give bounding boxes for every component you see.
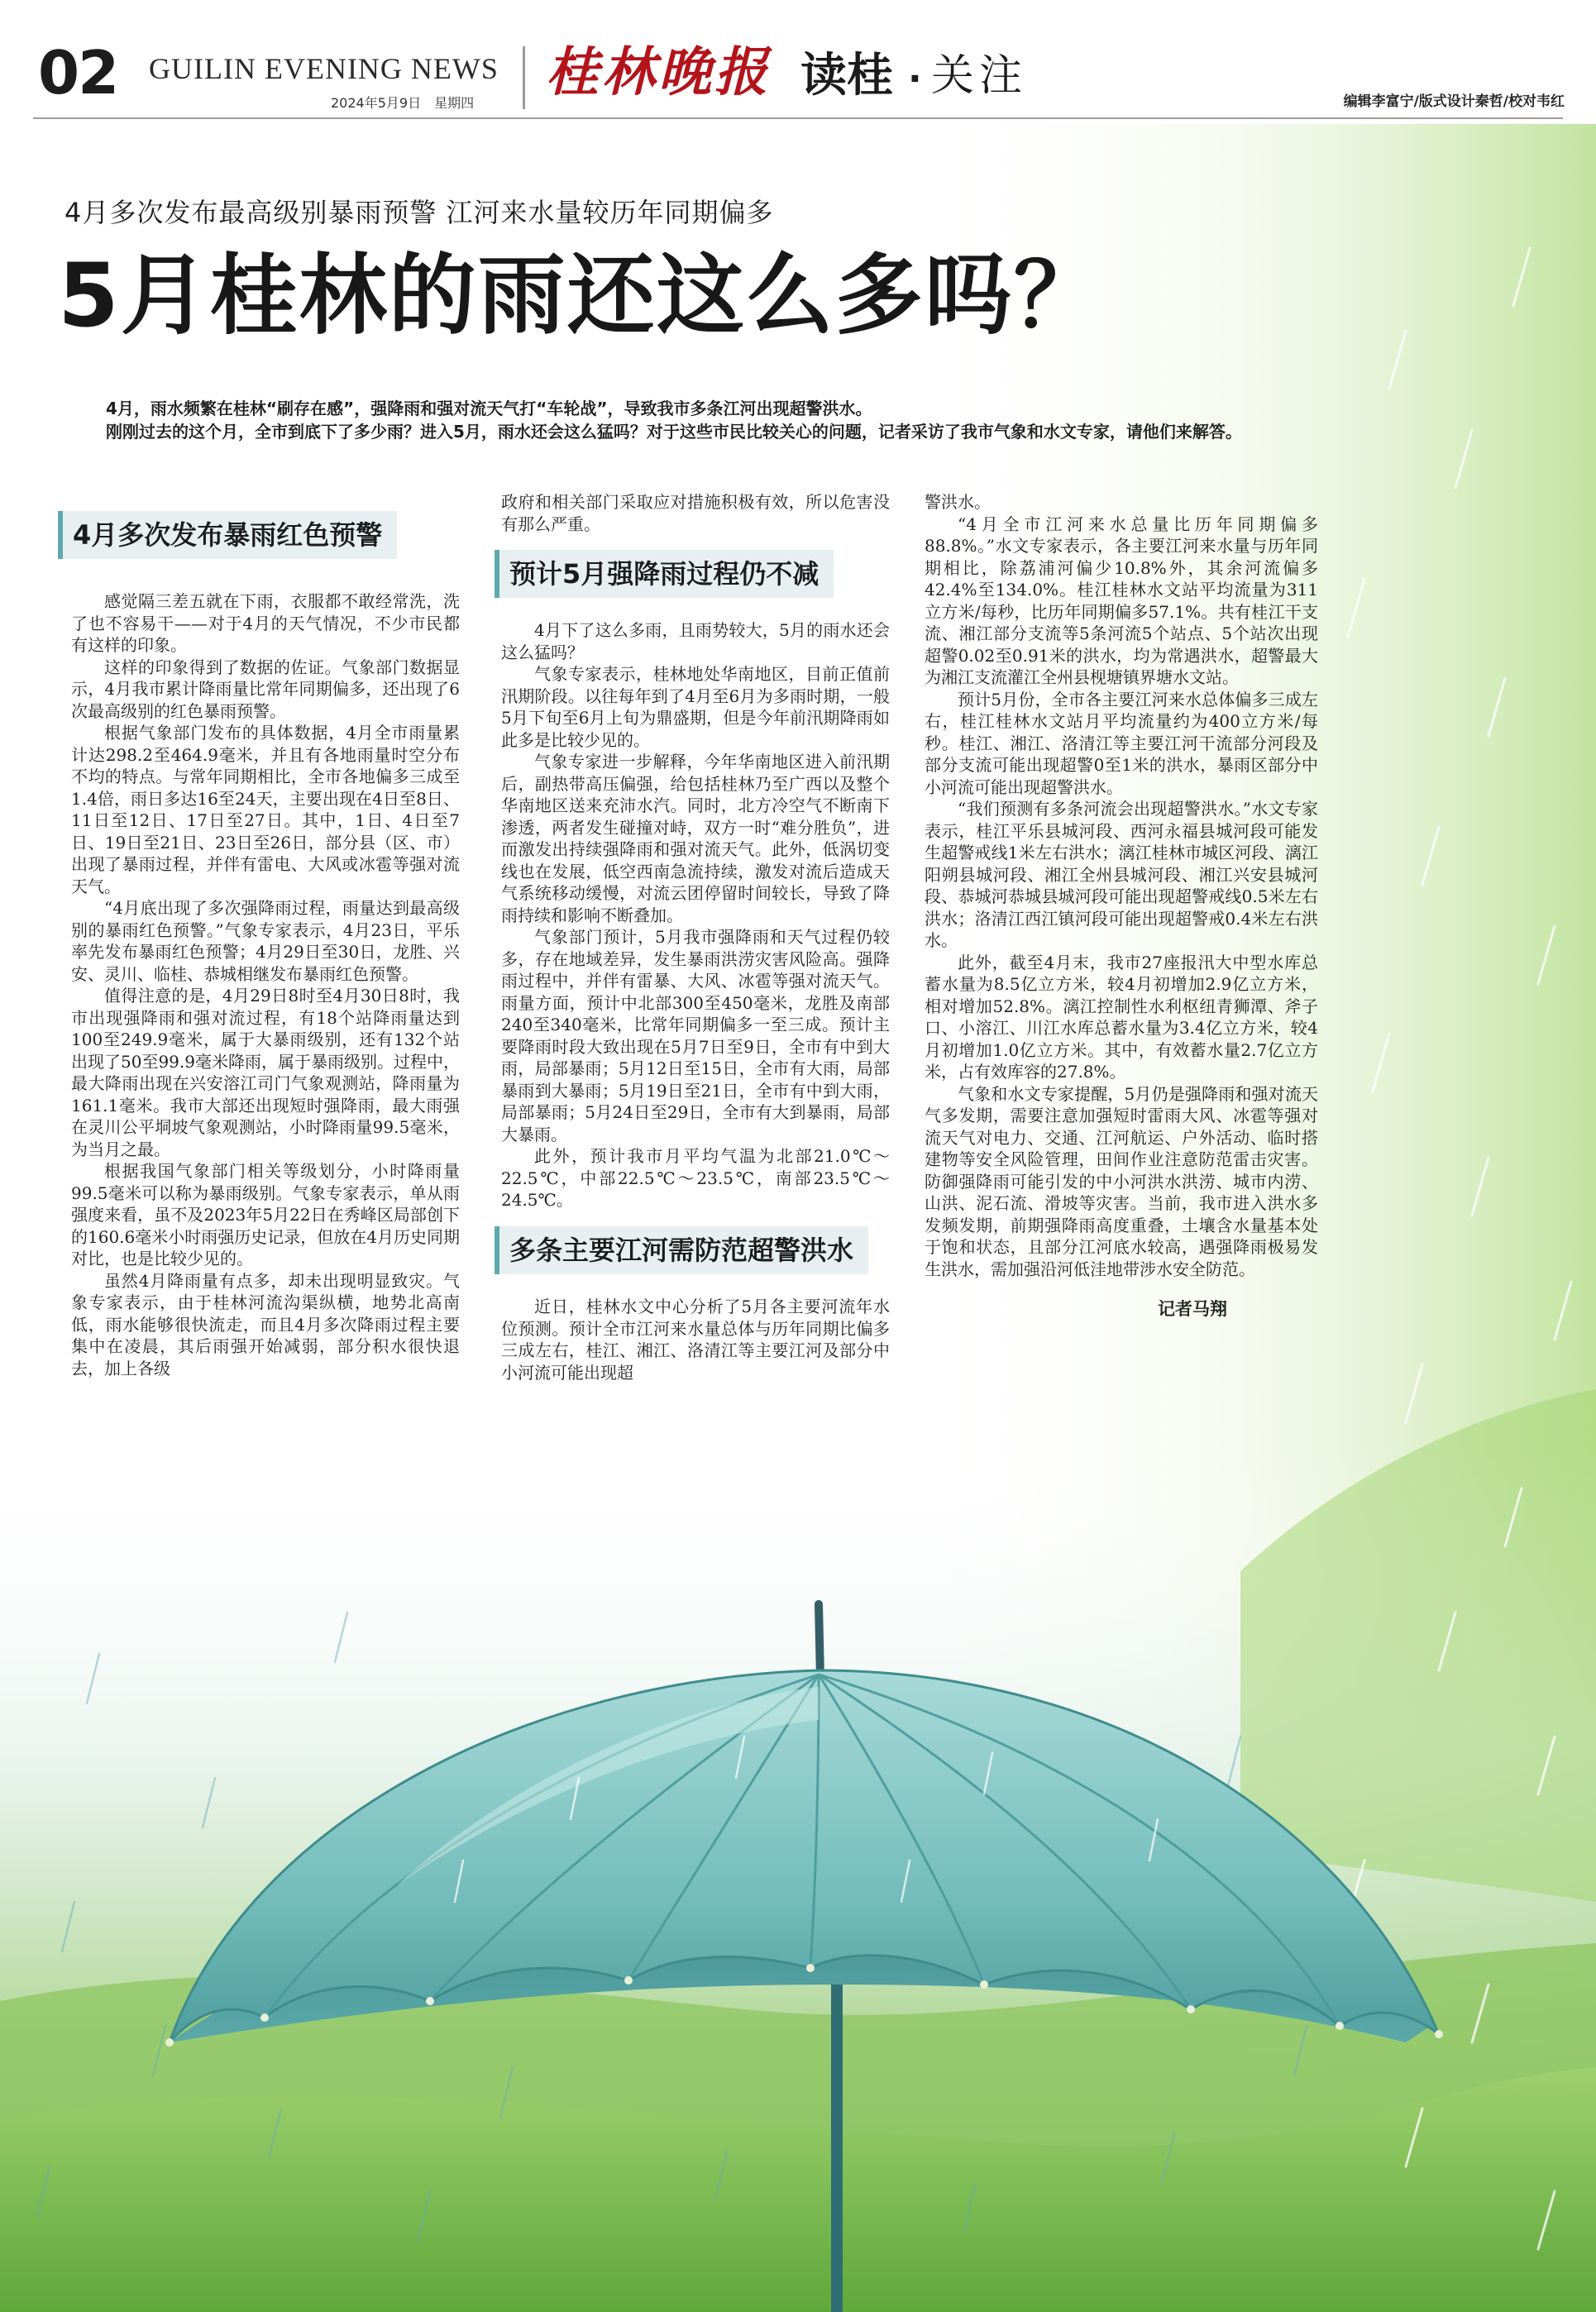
body-paragraph: 此外，截至4月末，我市27座报汛大中型水库总蓄水量为8.5亿立方米，较4月初增加2.9亿立方米，相对增加52.8%。漓江控制性水利枢纽青狮潭、斧子口、小溶江、川江水库总蓄水量为3.4亿立方米，较4月初增加1.0亿立方米。其中，有效蓄水量2.7亿立方米，占有效库容的27.8%。	[925, 952, 1318, 1082]
body-paragraph: 4月下了这么多雨，且雨势较大，5月的雨水还会这么猛吗？	[501, 620, 890, 662]
body-paragraph: 此外，预计我市月平均气温为北部21.0℃～22.5℃，中部22.5℃～23.5℃，南部23.5℃～24.5℃。	[501, 1146, 890, 1211]
paper-logo: 桂林晚报	[546, 41, 771, 103]
section-separator: ·	[908, 58, 922, 100]
body-paragraph: 预计5月份，全市各主要江河来水总体偏多三成左右，桂江桂林水文站月平均流量约为400立方米/每秒。桂江、湘江、洛清江等主要江河干流部分河段及部分支流可能出现超警0至1米的洪水，暴雨区部分中小河流可能出现超警洪水。	[925, 689, 1318, 797]
body-paragraph: “4月底出现了多次强降雨过程，雨量达到最高级别的暴雨红色预警。”气象专家表示，4月23日，平乐率先发布暴雨红色预警；4月29日至30日，龙胜、兴安、灵川、临桂、恭城相继发布暴雨红色预警。	[71, 898, 460, 984]
body-paragraph: 根据气象部门发布的具体数据，4月全市雨量累计达298.2至464.9毫米，并且有各地雨量时空分布不均的特点。与常年同期相比，全市各地偏多三成至1.4倍，雨日多达16至24天，主要出现在4日至8日、11日至12日、17日至27日。其中，1日、4日至7日、19日至21日、23日至26日，部分县（区、市）出现了暴雨过程，并伴有雷电、大风或冰雹等强对流天气。	[71, 723, 460, 896]
article-column-1	[71, 590, 460, 1379]
section-heading: 预计5月强降雨过程仍不减	[495, 550, 834, 598]
page-number: 02	[38, 38, 118, 107]
lead-paragraph: 刚刚过去的这个月，全市到底下了多少雨？进入5月，雨水还会这么猛吗？对于这些市民比较关心的问题，记者采访了我市气象和水文专家，请他们来解答。	[106, 422, 1242, 442]
article-lead	[73, 397, 1313, 443]
masthead-divider	[523, 46, 525, 109]
body-paragraph: 虽然4月降雨量有点多，却未出现明显致灾。气象专家表示，由于桂林河流沟渠纵横，地势北高南低，雨水能够很快流走，而且4月多次降雨过程主要集中在凌晨，其后雨强开始减弱，部分积水很快退去，加上各级	[71, 1270, 460, 1378]
section-heading: 多条主要江河需防范超警洪水	[495, 1226, 868, 1274]
body-paragraph: 气象专家进一步解释，今年华南地区进入前汛期后，副热带高压偏强，给包括桂林乃至广西以及整个华南地区送来充沛水汽。同时，北方冷空气不断南下渗透，两者发生碰撞对峙，双方一时“难分胜负”，进而激发出持续强降雨和强对流天气。此外，低涡切变线也在发展，低空西南急流持续，激发对流后造成天气系统移动缓慢，对流云团停留时间较长，导致了降雨持续和影响不断叠加。	[501, 752, 890, 925]
body-paragraph: 警洪水。	[925, 492, 991, 512]
reporter-byline: 记者马翔	[1158, 1299, 1227, 1319]
article-column-3	[925, 491, 1318, 1321]
body-paragraph: 这样的印象得到了数据的佐证。气象部门数据显示，4月我市累计降雨量比常年同期偏多，还出现了6次最高级别的红色暴雨预警。	[71, 657, 460, 721]
body-paragraph: 气象专家表示，桂林地处华南地区，目前正值前汛期阶段。以往每年到了4月至6月为多雨时期，一般5月下旬至6月上旬为鼎盛期，但是今年前汛期降雨如此多是比较少见的。	[501, 664, 890, 750]
article-column-2	[501, 491, 890, 1383]
section-subname: 关注	[931, 51, 1028, 101]
body-paragraph: 值得注意的是，4月29日8时至4月30日8时，我市出现强降雨和强对流过程，有18个站降雨量达到100至249.9毫米，属于大暴雨级别，还有132个站出现了50至99.9毫米降雨，属于暴雨级别。过程中，最大降雨出现在兴安溶江司门气象观测站，降雨量为161.1毫米。我市大部还出现短时强降雨，最大雨强在灵川公平垌坡气象观测站，小时降雨量99.5毫米，为当月之最。	[71, 986, 460, 1159]
body-paragraph: 感觉隔三差五就在下雨，衣服都不敢经常洗，洗了也不容易干——对于4月的天气情况，不少市民都有这样的印象。	[71, 591, 460, 655]
body-paragraph: “我们预测有多条河流会出现超警洪水。”水文专家表示，桂江平乐县城河段、西河永福县城河段可能发生超警戒线1米左右洪水；漓江桂林市城区河段、漓江阳朔县城河段、湘江全州县城河段、湘江兴安县城河段、恭城河恭城县城河段可能出现超警戒线0.5米左右洪水；洛清江西江镇河段可能出现超警戒0.4米左右洪水。	[925, 799, 1318, 950]
section-name: 读桂	[800, 49, 893, 103]
body-paragraph: 气象部门预计，5月我市强降雨和天气过程仍较多，存在地域差异，发生暴雨洪涝灾害风险高。强降雨过程中，并伴有雷暴、大风、冰雹等强对流天气。雨量方面，预计中北部300至450毫米，龙胜及南部240至340毫米，比常年同期偏多一至三成。预计主要降雨时段大致出现在5月7日至9日，全市有中到大雨，局部暴雨；5月12日至15日，全市有大雨，局部暴雨到大暴雨；5月19日至21日，全市有中到大雨，局部暴雨；5月24日至29日，全市有大到暴雨，局部大暴雨。	[501, 927, 890, 1144]
paper-name-english: GUILIN EVENING NEWS	[149, 52, 499, 85]
article-headline: 5月桂林的雨还这么多吗？	[58, 245, 1103, 346]
body-paragraph: 气象和水文专家提醒，5月仍是强降雨和强对流天气多发期，需要注意加强短时雷雨大风、冰雹等强对流天气对电力、交通、江河航运、户外活动、临时搭建物等安全风险管理，田间作业注意防范雷击灾害。防御强降雨可能引发的中小河洪水洪涝、城市内涝、山洪、泥石流、滑坡等灾害。当前，我市进入洪水多发频发期，前期强降雨高度重叠，土壤含水量基本处于饱和状态，且部分江河底水较高，遇强降雨极易发生洪水，需加强沿河低洼地带涉水安全防范。	[925, 1083, 1318, 1279]
lead-paragraph: 4月，雨水频繁在桂林“刷存在感”，强降雨和强对流天气打“车轮战”，导致我市多条江河出现超警洪水。	[106, 399, 872, 418]
body-paragraph: 近日，桂林水文中心分析了5月各主要河流年水位预测。预计全市江河来水量总体与历年同期比偏多三成左右，桂江、湘江、洛清江等主要江河及部分中小河流可能出现超	[501, 1297, 890, 1383]
editor-credits: 编辑李富宁/版式设计秦哲/校对韦红	[1343, 93, 1565, 110]
issue-date: 2024年5月9日 星期四	[331, 95, 475, 111]
article-kicker: 4月多次发布最高级别暴雨预警 江河来水量较历年同期偏多	[65, 197, 774, 228]
body-paragraph: 根据我国气象部门相关等级划分，小时降雨量99.5毫米可以称为暴雨级别。气象专家表示，单从雨强度来看，虽不及2023年5月22日在秀峰区局部创下的160.6毫米小时雨强历史记录，但放在4月历史同期对比，也是比较少见的。	[71, 1161, 460, 1268]
body-paragraph: 政府和相关部门采取应对措施积极有效，所以危害没有那么严重。	[501, 492, 890, 534]
masthead-rule	[33, 117, 1563, 119]
section-heading: 4月多次发布暴雨红色预警	[58, 511, 397, 559]
body-paragraph: “4月全市江河来水总量比历年同期偏多88.8%。”水文专家表示，各主要江河来水量与历年同期相比，除荔浦河偏少10.8%外，其余河流偏多42.4%至134.0%。桂江桂林水文站平均流量为311立方米/每秒，比历年同期偏多57.1%。共有桂江干支流、湘江部分支流等5条河流5个站点、5个站次出现超警0.02至0.91米的洪水，均为常遇洪水，超警最大为湘江支流灌江全州县枧塘镇界塘水文站。	[925, 514, 1318, 687]
